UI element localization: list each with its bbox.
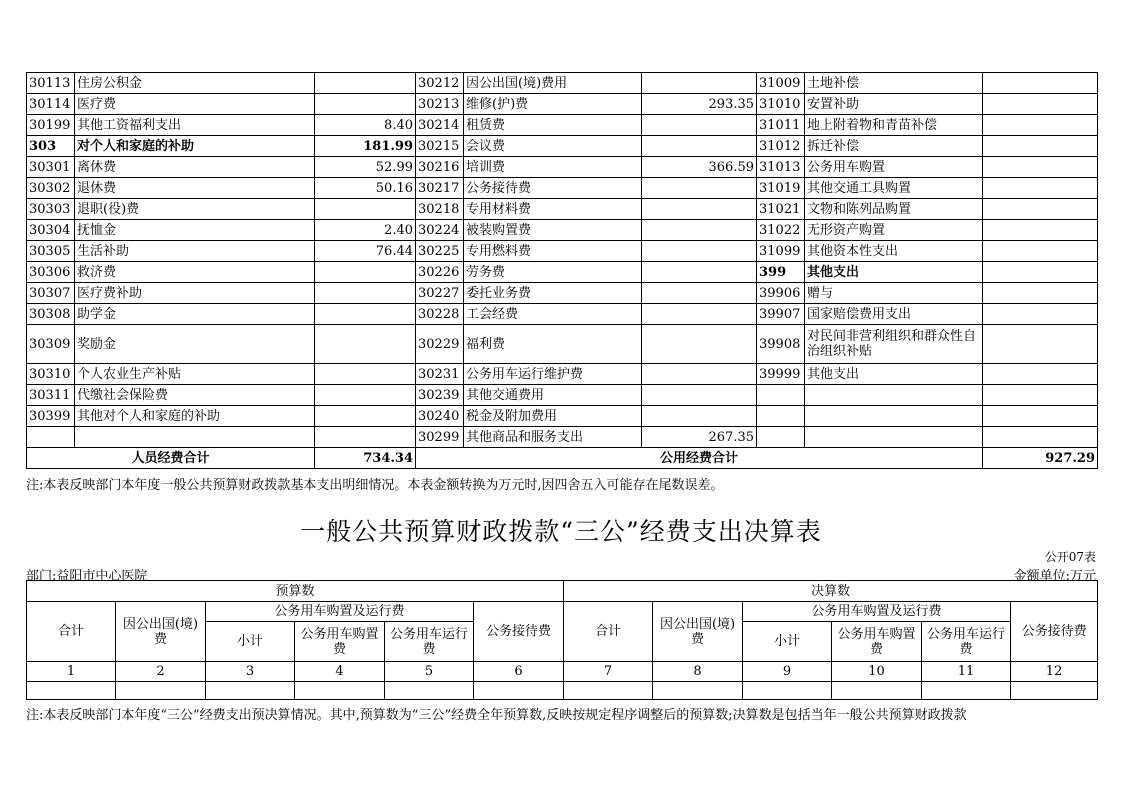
cell-amount (315, 385, 416, 406)
cell-amount (315, 94, 416, 115)
cell-amount (642, 178, 757, 199)
cell-amount (983, 427, 1098, 448)
cell-amount (642, 241, 757, 262)
cell-name: 个人农业生产补贴 (75, 364, 315, 385)
cell-code: 39908 (757, 325, 805, 364)
cell-name: 被装购置费 (464, 220, 642, 241)
cell-code: 30303 (27, 199, 75, 220)
data-cell (743, 682, 832, 700)
cell-name (75, 427, 315, 448)
cell-code: 30199 (27, 115, 75, 136)
cell-code: 30215 (416, 136, 464, 157)
column-number: 4 (295, 662, 385, 682)
total-personnel-label: 人员经费合计 (27, 448, 315, 469)
cell-amount (983, 157, 1098, 178)
total-personnel-value: 734.34 (315, 448, 416, 469)
amount-unit-label: 金额单位:万元 (1013, 569, 1096, 584)
cell-code: 31099 (757, 241, 805, 262)
final-header: 决算数 (564, 581, 1098, 602)
cell-code: 399 (757, 262, 805, 283)
cell-amount (315, 364, 416, 385)
table-row (27, 427, 1098, 448)
basic-expense-detail-table (26, 72, 1098, 469)
cell-code: 30226 (416, 262, 464, 283)
cell-name: 专用材料费 (464, 199, 642, 220)
table-note: 注:本表反映部门本年度一般公共预算财政拨款基本支出明细情况。本表金额转换为万元时,因四舍五入可能存在尾数误差。 (26, 478, 724, 493)
cell-amount (315, 406, 416, 427)
budget-subtotal-header: 小计 (206, 622, 295, 662)
budget-vehicle-purchase-header: 公务用车购置费 (295, 622, 385, 662)
cell-amount: 50.16 (315, 178, 416, 199)
cell-name: 住房公积金 (75, 73, 315, 94)
final-reception-header: 公务接待费 (1011, 602, 1098, 662)
cell-code: 30214 (416, 115, 464, 136)
cell-code: 30113 (27, 73, 75, 94)
cell-amount: 366.59 (642, 157, 757, 178)
cell-code: 30224 (416, 220, 464, 241)
data-cell (206, 682, 295, 700)
table-row (27, 220, 1098, 241)
cell-name: 离休费 (75, 157, 315, 178)
column-number: 7 (564, 662, 653, 682)
cell-code: 30310 (27, 364, 75, 385)
cell-code: 30228 (416, 304, 464, 325)
table-row (27, 385, 1098, 406)
total-public-value: 927.29 (983, 448, 1098, 469)
cell-amount (983, 241, 1098, 262)
cell-name: 其他交通工具购置 (805, 178, 983, 199)
cell-name: 退职(役)费 (75, 199, 315, 220)
cell-name: 地上附着物和青苗补偿 (805, 115, 983, 136)
cell-name: 抚恤金 (75, 220, 315, 241)
cell-code: 30306 (27, 262, 75, 283)
cell-name: 其他支出 (805, 364, 983, 385)
cell-name: 助学金 (75, 304, 315, 325)
cell-name: 医疗费补助 (75, 283, 315, 304)
cell-code: 31019 (757, 178, 805, 199)
cell-amount (983, 262, 1098, 283)
cell-amount (315, 73, 416, 94)
cell-code: 30114 (27, 94, 75, 115)
table-row (27, 262, 1098, 283)
cell-amount (642, 115, 757, 136)
cell-code: 30305 (27, 241, 75, 262)
cell-name: 无形资产购置 (805, 220, 983, 241)
table-row (27, 115, 1098, 136)
cell-name: 委托业务费 (464, 283, 642, 304)
cell-code: 30218 (416, 199, 464, 220)
cell-code: 39906 (757, 283, 805, 304)
column-number: 8 (653, 662, 743, 682)
cell-code: 31010 (757, 94, 805, 115)
cell-name: 国家赔偿费用支出 (805, 304, 983, 325)
table-row (27, 406, 1098, 427)
cell-amount (642, 406, 757, 427)
table-row (27, 94, 1098, 115)
column-number: 11 (922, 662, 1011, 682)
column-number: 10 (832, 662, 922, 682)
cell-name: 培训费 (464, 157, 642, 178)
cell-amount (983, 178, 1098, 199)
table-row (27, 157, 1098, 178)
column-number: 12 (1011, 662, 1098, 682)
cell-code: 31021 (757, 199, 805, 220)
table-row (27, 241, 1098, 262)
cell-code: 30304 (27, 220, 75, 241)
cell-amount: 52.99 (315, 157, 416, 178)
page-title: 一般公共预算财政拨款“三公”经费支出决算表 (300, 517, 822, 546)
cell-name: 因公出国(境)费用 (464, 73, 642, 94)
budget-abroad-header: 因公出国(境)费 (116, 602, 206, 662)
final-vehicle-group-header: 公务用车购置及运行费 (743, 602, 1011, 622)
cell-name: 工会经费 (464, 304, 642, 325)
cell-name: 会议费 (464, 136, 642, 157)
cell-name: 租赁费 (464, 115, 642, 136)
cell-amount (642, 364, 757, 385)
cell-code: 30227 (416, 283, 464, 304)
cell-name (805, 406, 983, 427)
cell-name: 奖励金 (75, 325, 315, 364)
table-row (27, 304, 1098, 325)
cell-amount (642, 385, 757, 406)
cell-name (805, 427, 983, 448)
column-number: 9 (743, 662, 832, 682)
cell-name: 公务用车购置 (805, 157, 983, 178)
cell-code: 30240 (416, 406, 464, 427)
cell-name: 退休费 (75, 178, 315, 199)
san-gong-expense-table (26, 580, 1098, 700)
cell-code: 31009 (757, 73, 805, 94)
form-code: 公开07表 (1044, 550, 1096, 564)
cell-name: 其他支出 (805, 262, 983, 283)
cell-amount (642, 199, 757, 220)
cell-amount (983, 304, 1098, 325)
cell-code: 30307 (27, 283, 75, 304)
cell-code: 31013 (757, 157, 805, 178)
cell-name: 其他对个人和家庭的补助 (75, 406, 315, 427)
cell-amount (642, 304, 757, 325)
cell-amount (983, 385, 1098, 406)
cell-amount: 76.44 (315, 241, 416, 262)
cell-amount (315, 304, 416, 325)
column-number: 2 (116, 662, 206, 682)
budget-total-header: 合计 (27, 602, 116, 662)
cell-code: 39999 (757, 364, 805, 385)
cell-amount (983, 94, 1098, 115)
cell-name (805, 385, 983, 406)
cell-amount (983, 199, 1098, 220)
cell-name: 公务接待费 (464, 178, 642, 199)
data-row (27, 682, 1098, 700)
cell-amount: 8.40 (315, 115, 416, 136)
cell-code: 30213 (416, 94, 464, 115)
cell-amount (983, 283, 1098, 304)
column-number: 1 (27, 662, 116, 682)
cell-code: 30311 (27, 385, 75, 406)
cell-amount (315, 325, 416, 364)
data-cell (564, 682, 653, 700)
data-cell (1011, 682, 1098, 700)
cell-name: 其他工资福利支出 (75, 115, 315, 136)
cell-amount (315, 427, 416, 448)
data-cell (385, 682, 474, 700)
cell-name: 专用燃料费 (464, 241, 642, 262)
cell-code: 30308 (27, 304, 75, 325)
cell-name: 文物和陈列品购置 (805, 199, 983, 220)
cell-amount (983, 115, 1098, 136)
cell-code: 30231 (416, 364, 464, 385)
data-cell (116, 682, 206, 700)
cell-code (757, 406, 805, 427)
cell-name: 其他资本性支出 (805, 241, 983, 262)
cell-name: 公务用车运行维护费 (464, 364, 642, 385)
cell-amount: 267.35 (642, 427, 757, 448)
data-cell (295, 682, 385, 700)
cell-code: 31011 (757, 115, 805, 136)
cell-code (757, 427, 805, 448)
cell-amount: 293.35 (642, 94, 757, 115)
cell-code: 30301 (27, 157, 75, 178)
cell-amount: 181.99 (315, 136, 416, 157)
cell-name: 维修(护)费 (464, 94, 642, 115)
cell-name: 土地补偿 (805, 73, 983, 94)
cell-code (27, 427, 75, 448)
budget-reception-header: 公务接待费 (474, 602, 564, 662)
cell-amount (983, 325, 1098, 364)
cell-code: 30225 (416, 241, 464, 262)
cell-amount: 2.40 (315, 220, 416, 241)
cell-amount (642, 325, 757, 364)
cell-amount (983, 73, 1098, 94)
cell-name: 医疗费 (75, 94, 315, 115)
cell-name: 对民间非营利组织和群众性自治组织补贴 (805, 325, 983, 364)
cell-amount (642, 73, 757, 94)
cell-amount (315, 262, 416, 283)
data-cell (653, 682, 743, 700)
data-cell (922, 682, 1011, 700)
cell-name: 赠与 (805, 283, 983, 304)
table-row (27, 136, 1098, 157)
final-subtotal-header: 小计 (743, 622, 832, 662)
cell-amount (642, 136, 757, 157)
table-row (27, 73, 1098, 94)
column-number-row (27, 662, 1098, 682)
cell-code: 30239 (416, 385, 464, 406)
cell-code: 303 (27, 136, 75, 157)
cell-amount (983, 220, 1098, 241)
final-abroad-header: 因公出国(境)费 (653, 602, 743, 662)
cell-name: 福利费 (464, 325, 642, 364)
cell-code: 30309 (27, 325, 75, 364)
cell-name: 救济费 (75, 262, 315, 283)
cell-code: 30212 (416, 73, 464, 94)
cell-name: 拆迁补偿 (805, 136, 983, 157)
total-public-label: 公用经费合计 (416, 448, 983, 469)
column-number: 3 (206, 662, 295, 682)
final-vehicle-purchase-header: 公务用车购置费 (832, 622, 922, 662)
data-cell (474, 682, 564, 700)
cell-code: 39907 (757, 304, 805, 325)
table-row (27, 364, 1098, 385)
table-row (27, 199, 1098, 220)
cell-name: 其他交通费用 (464, 385, 642, 406)
department-label: 部门:益阳市中心医院 (26, 569, 148, 584)
cell-name: 生活补助 (75, 241, 315, 262)
table-row (27, 178, 1098, 199)
san-gong-note: 注:本表反映部门本年度“三公”经费支出预决算情况。其中,预算数为“三公”经费全年预算数,反映按规定程序调整后的预算数;决算数是包括当年一般公共预算财政拨款 (26, 708, 967, 723)
column-number: 6 (474, 662, 564, 682)
cell-code (757, 385, 805, 406)
cell-code: 30229 (416, 325, 464, 364)
cell-amount (315, 283, 416, 304)
budget-vehicle-group-header: 公务用车购置及运行费 (206, 602, 474, 622)
cell-name: 对个人和家庭的补助 (75, 136, 315, 157)
column-number: 5 (385, 662, 474, 682)
cell-amount (642, 220, 757, 241)
table-row (27, 283, 1098, 304)
data-cell (832, 682, 922, 700)
final-vehicle-operation-header: 公务用车运行费 (922, 622, 1011, 662)
cell-name: 代缴社会保险费 (75, 385, 315, 406)
budget-vehicle-operation-header: 公务用车运行费 (385, 622, 474, 662)
final-total-header: 合计 (564, 602, 653, 662)
cell-name: 劳务费 (464, 262, 642, 283)
cell-code: 30216 (416, 157, 464, 178)
totals-row (27, 448, 1098, 469)
budget-header: 预算数 (27, 581, 564, 602)
cell-amount (983, 136, 1098, 157)
cell-amount (983, 364, 1098, 385)
data-cell (27, 682, 116, 700)
cell-name: 安置补助 (805, 94, 983, 115)
cell-code: 30299 (416, 427, 464, 448)
cell-name: 税金及附加费用 (464, 406, 642, 427)
cell-code: 31012 (757, 136, 805, 157)
cell-code: 30217 (416, 178, 464, 199)
cell-amount (642, 262, 757, 283)
cell-amount (642, 283, 757, 304)
table-row (27, 325, 1098, 364)
cell-code: 30399 (27, 406, 75, 427)
cell-amount (983, 406, 1098, 427)
cell-name: 其他商品和服务支出 (464, 427, 642, 448)
cell-code: 31022 (757, 220, 805, 241)
cell-code: 30302 (27, 178, 75, 199)
cell-amount (315, 199, 416, 220)
